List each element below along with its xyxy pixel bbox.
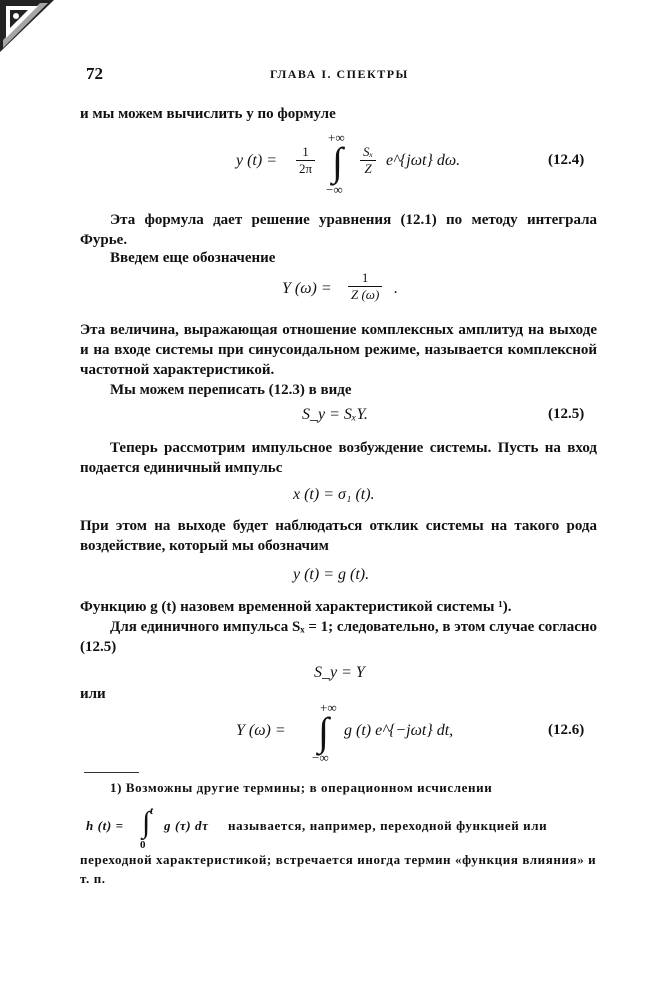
equation-12-5: S_y = SₓY. [302,406,368,423]
eq1-lower-limit: −∞ [326,182,343,197]
footnote-divider [84,772,139,773]
eq7-lhs: Y (ω) = [236,722,286,739]
eq1-integrand-num: Sₓ [363,144,374,159]
footnote-text-1: Возможны другие термины; в операционном исчислении [125,780,493,795]
eq1-integrand [360,144,376,177]
eq1-integrand-den: Z [360,160,376,177]
footnote-h-lhs: h (t) = [86,818,124,833]
footnote-line-3: переходной характеристикой; встречается иногда термин «функция влияния» и т. п. [80,852,597,886]
integral-sign-icon: ∫ [142,806,151,839]
paragraph-notation: Введем еще обозначение [110,250,276,266]
paragraph-time-characteristic: Функцию g (t) назовем временной характеристикой системы ¹). [80,599,512,615]
paragraph-or: или [80,686,106,702]
eq3-number: (12.5) [548,406,585,422]
integral-sign-icon: ∫ [332,139,343,184]
integral-sign-icon: ∫ [318,709,329,754]
eq1-lhs: y (t) = [236,152,277,169]
paragraph-fourier: Эта формула дает решение уравнения (12.1) по методу интеграла Фурье. [80,212,597,248]
eq1-tail: e^{jωt} dω. [386,152,461,169]
equation-12-6 [236,700,536,766]
equation-response: y (t) = g (t). [293,566,370,583]
equation-sy: S_y = Y [314,664,365,681]
eq1-upper-limit: +∞ [328,130,345,145]
footnote-integrand: g (τ) dτ [164,818,209,833]
page-header [0,64,665,88]
eq2-frac-num: 1 [361,270,369,285]
equation-input: x (t) = σ₁ (t). [293,486,375,503]
eq2-lhs: Y (ω) = [282,280,332,297]
paragraph-intro: и мы можем вычислить y по формуле [80,106,336,122]
eq7-number: (12.6) [548,722,585,738]
eq7-lower-limit: −∞ [312,750,329,765]
paragraph-response: При этом на выходе будет наблюдаться отклик системы на такого рода воздействие, который мы обозначим [80,518,597,554]
paragraph-rewrite: Мы можем переписать (12.3) в виде [110,382,352,398]
eq1-frac-num: 1 [302,144,309,159]
paragraph-definition: Эта величина, выражающая отношение комплексных амплитуд на выходе и на входе системы при синусоидальном режиме, называется комплексной частотной характеристикой. [80,322,597,378]
footnote-marker: 1) [110,780,123,795]
footnote-line-2 [80,805,597,851]
eq1-frac-den: 2π [296,160,315,177]
eq1-number: (12.4) [548,152,585,168]
page-number: 72 [86,64,103,83]
eq1-fraction [296,144,315,177]
equation-12-4 [236,130,536,200]
footnote-text-2: называется, например, переходной функцией или [228,818,548,833]
running-head: ГЛАВА I. СПЕКТРЫ [270,67,409,81]
footnote-line-1 [80,778,597,797]
eq2-frac-den: Z (ω) [348,286,382,303]
eq7-upper-limit: +∞ [320,700,337,715]
equation-transfer [282,268,422,312]
eq7-integrand: g (t) e^{−jωt} dt, [344,722,454,739]
paragraph-unit-impulse: Для единичного импульса Sₓ = 1; следовательно, в этом случае согласно (12.5) [80,619,597,655]
footnote-upper-limit: t [150,805,154,817]
corner-ornament-icon [0,0,54,52]
eq2-fraction [348,270,382,303]
paragraph-impulse: Теперь рассмотрим импульсное возбуждение системы. Пусть на вход подается единичный импульс [80,440,597,476]
eq2-tail: . [394,280,398,297]
footnote-lower-limit: 0 [140,839,147,851]
